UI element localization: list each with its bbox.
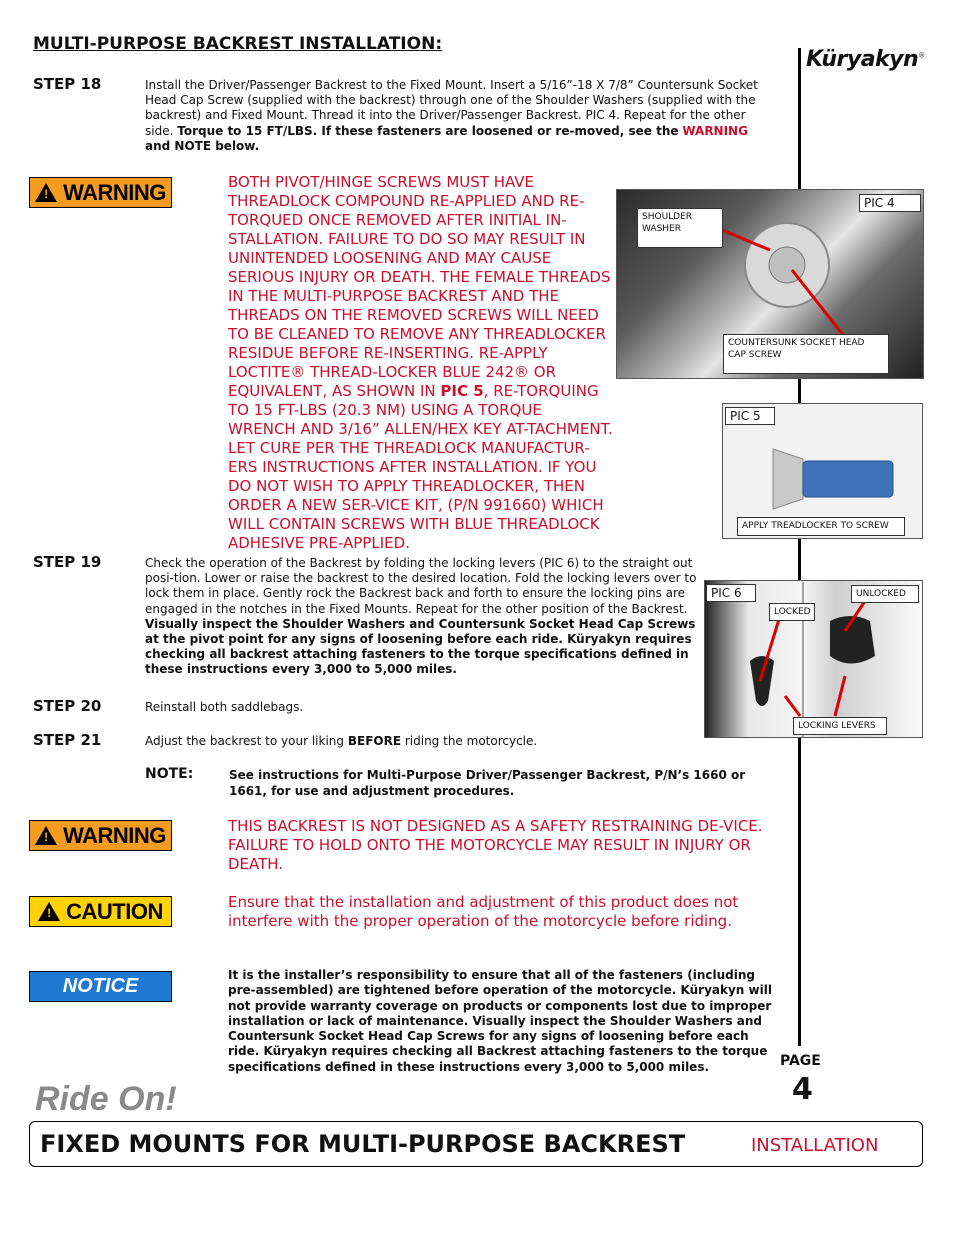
step-18-body: Install the Driver/Passenger Backrest to the Fixed Mount. Insert a 5/16”-18 X 7/8” Countersunk Socket Head Cap Screw (supplied with the backrest) through one of the Shoulder Washers (supplied with the backrest) and Fixed Mount. Thread it into the Driver/Passenger Backrest. PIC 4. Repeat for the other side. xyxy=(145,78,758,138)
locking-levers-callout: LOCKING LEVERS xyxy=(793,717,887,735)
page-title: MULTI-PURPOSE BACKREST INSTALLATION: xyxy=(33,34,443,54)
step-18-warning-word: WARNING xyxy=(682,123,748,138)
step-18-text xyxy=(145,78,770,154)
warning-1-text: BOTH PIVOT/HINGE SCREWS MUST HAVE THREADLOCK COMPOUND RE-APPLIED AND RE-TORQUED ONCE REMOVED AFTER INITIAL IN-STALLATION. FAILURE TO DO SO MAY RESULT IN UNINTENDED LOOSENING AND MAY CAUSE SERIOUS INJURY OR DEATH. THE FEMALE THREADS IN THE MULTI-PURPOSE BACKREST AND THE THREADS ON THE REMOVED SCREWS WILL NEED TO BE CLEANED TO REMOVE ANY THREADLOCKER RESIDUE BEFORE RE-INSERTING. RE-APPLY LOCTITE® THREAD-LOCKER BLUE 242® OR EQUIVALENT, AS SHOWN IN xyxy=(228,173,611,400)
step-20-label: STEP 20 xyxy=(33,697,102,715)
pic-4-photo xyxy=(616,189,924,379)
unlocked-callout: UNLOCKED xyxy=(851,585,919,603)
page-label: PAGE xyxy=(780,1053,821,1069)
logo-text: Küryakyn xyxy=(806,47,919,72)
page-number: 4 xyxy=(792,1072,813,1107)
step-19-bold: Visually inspect the Shoulder Washers and Countersunk Socket Head Cap Screws at the pivot point for any signs of loosening before each ride. Küryakyn requires checking all backrest attaching fasteners to the torque specifications defined in these instructions every 3,000 to 5,000 miles. xyxy=(145,616,696,677)
step-19-text xyxy=(145,556,700,678)
notice-text: It is the installer’s responsibility to ensure that all of the fasteners (including pre-assembled) are tightened before operation of the motorcycle. Küryakyn will not provide warranty coverage on products or components lost due to improper installation or lack of maintenance. Visually inspect the Shoulder Washers and Countersunk Socket Head Cap Screws for any signs of loosening before each ride. Küryakyn requires checking all Backrest attaching fasteners to the torque specifications defined in these instructions every 3,000 to 5,000 miles. xyxy=(228,968,772,1074)
footer-banner xyxy=(29,1121,923,1167)
apply-threadlocker-callout: APPLY TREADLOCKER TO SCREW xyxy=(737,517,905,536)
warning-badge-2-label: WARNING xyxy=(63,822,166,848)
warning-1-text-cont: , RE-TORQUING TO 15 FT-LBS (20.3 NM) USING A TORQUE WRENCH AND 3/16” ALLEN/HEX KEY AT-TACHMENT. LET CURE PER THE THREADLOCK MANUFACTUR-ERS INSTRUCTIONS AFTER INSTALLATION. IF YOU DO NOT WISH TO APPLY THREADLOCKER, THEN ORDER A NEW SER-VICE KIT, (P/N 991660) WHICH WILL CONTAIN SCREWS WITH BLUE THREADLOCK ADHESIVE PRE-APPLIED. xyxy=(228,382,613,552)
step-19-body: Check the operation of the Backrest by folding the locking levers (PIC 6) to the straight out posi-tion. Lower or raise the backrest to the desired location. Fold the locking levers over to lock them in place. Gently rock the Backrest back and forth to ensure the locking pins are engaged in the notches in the Fixed Mounts. Repeat for the other position of the Backrest. xyxy=(145,556,697,616)
caution-triangle-icon: ! xyxy=(38,902,60,921)
locked-callout: LOCKED xyxy=(769,603,815,621)
step-20-text: Reinstall both saddlebags. xyxy=(145,700,304,714)
shoulder-washer-callout: SHOULDER WASHER xyxy=(637,208,723,248)
footer-subtitle: INSTALLATION xyxy=(751,1135,879,1156)
pic-4-label: PIC 4 xyxy=(859,194,921,212)
pic-6-photo xyxy=(704,580,923,738)
countersunk-screw-callout: COUNTERSUNK SOCKET HEAD CAP SCREW xyxy=(723,334,889,374)
warning-badge-2 xyxy=(29,820,172,851)
warning-2-text: THIS BACKREST IS NOT DESIGNED AS A SAFETY RESTRAINING DE-VICE. FAILURE TO HOLD ONTO THE MOTORCYCLE MAY RESULT IN INJURY OR DEATH. xyxy=(228,817,763,873)
warning-triangle-icon: ! xyxy=(35,826,57,845)
warning-badge xyxy=(29,177,172,208)
step-19-label: STEP 19 xyxy=(33,553,102,571)
step-21-label: STEP 21 xyxy=(33,731,102,749)
step-18-bold: Torque to 15 FT/LBS. If these fasteners are loosened or re-moved, see the xyxy=(177,123,679,138)
step-18-label: STEP 18 xyxy=(33,75,102,93)
notice-badge xyxy=(29,971,172,1002)
logo-mark: ® xyxy=(918,51,925,60)
note-label: NOTE: xyxy=(145,766,194,782)
note-text: See instructions for Multi-Purpose Driver/Passenger Backrest, P/N’s 1660 or 1661, for use and adjustment procedures. xyxy=(229,768,746,798)
warning-1-text-top xyxy=(228,173,613,553)
warning-triangle-icon: ! xyxy=(35,183,57,202)
notice-badge-label: NOTICE xyxy=(62,975,139,997)
ride-on-tagline: Ride On! xyxy=(35,1080,177,1118)
step-21-text xyxy=(145,734,537,749)
pic-5-photo xyxy=(722,403,923,539)
pic-6-label: PIC 6 xyxy=(706,584,756,602)
caution-badge-label: CAUTION xyxy=(66,898,163,924)
step-21-bold: BEFORE xyxy=(347,734,402,748)
kuryakyn-logo xyxy=(806,47,925,72)
step-21-body: Adjust the backrest to your liking xyxy=(145,734,345,748)
step-18-bold-end: and NOTE below. xyxy=(145,138,260,153)
caution-text: Ensure that the installation and adjustment of this product does not interfere with the proper operation of the motorcycle before riding. xyxy=(228,893,739,930)
pic-5-label: PIC 5 xyxy=(725,407,775,425)
caution-badge xyxy=(29,896,172,927)
warning-badge-label: WARNING xyxy=(63,179,166,205)
footer-title: FIXED MOUNTS FOR MULTI-PURPOSE BACKREST xyxy=(40,1130,686,1158)
warning-1-pic-ref: PIC 5 xyxy=(440,382,484,400)
step-21-body-end: riding the motorcycle. xyxy=(404,734,538,748)
